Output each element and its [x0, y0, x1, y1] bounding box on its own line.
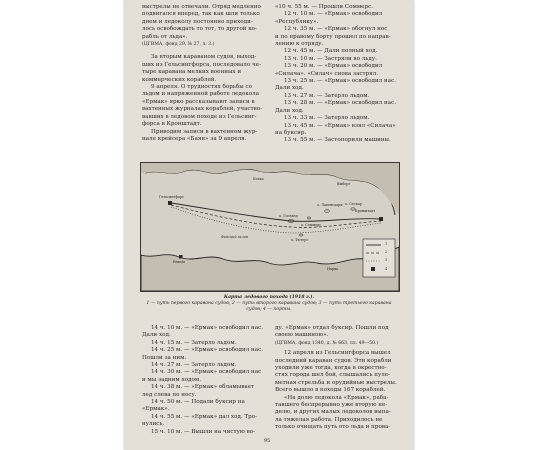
- log-entry: 12 ч. 35 м. — «Ермак» обогнул нос: [284, 26, 388, 33]
- page-number: 95: [264, 438, 271, 444]
- book-page: [124, 0, 414, 450]
- text-line: Всего вышло в походы 167 кораблей.: [275, 387, 386, 394]
- log-entry: на буксир.: [275, 129, 307, 136]
- left-column-top: [142, 4, 264, 143]
- port-gelsingfors: [168, 201, 172, 205]
- log-entry: 14 ч. 55 м. — «Ермак» дал ход. Тро-: [151, 413, 257, 420]
- log-entry: и по правому борту прошел по направ-: [275, 33, 391, 40]
- log-entry: 13 ч. 33 м. — Затерло льдом.: [284, 115, 370, 122]
- text-line: вахтенных журналах кораблей, участво-: [142, 106, 263, 113]
- log-entry: 12 ч. 45 м. — Дали полный ход.: [284, 48, 378, 55]
- text-line: 12 апреля из Гельсингфорса вышел: [284, 350, 391, 357]
- label-revel: Ревель: [173, 260, 186, 264]
- label-gelsingfors: Гельсингфорс: [159, 195, 185, 199]
- text-line: ших из Гельсингфорса, последовало че-: [142, 61, 261, 68]
- text-line: метная стрельба и орудийные выстрелы.: [275, 379, 397, 386]
- label-sommers: о. Соммерс: [301, 223, 322, 227]
- island-sommers: [307, 217, 311, 219]
- log-entry: 14 ч. 10 м. — «Ермак» освободил нас.: [151, 325, 264, 331]
- log-entry: «Республику».: [275, 18, 319, 25]
- text-line: нале крейсера «Баян» за 9 апреля.: [142, 135, 247, 142]
- text-line: делю, и других малых ледоколов выпа-: [275, 409, 391, 416]
- text-line: днем и ледоколу постоянно приходи-: [142, 18, 253, 25]
- log-entry: Дали ход.: [275, 107, 304, 114]
- text-line: вавших в ледовом походе из Гельсинг-: [142, 113, 257, 120]
- log-entry: 13 ч. 27 м. — Затерло льдом.: [284, 92, 370, 99]
- log-entry: лению к отряду.: [275, 41, 324, 48]
- label-narva: Нарва: [327, 267, 339, 271]
- log-entry: «10 ч. 55 м. — Прошли Соммерс.: [275, 4, 373, 10]
- text-line: тыре каравана мелких военных и: [142, 69, 242, 76]
- log-entry: 13 ч. 45 м. — «Ермак» взял «Силача»: [284, 122, 396, 129]
- log-entry: 13 ч. 10 м. — Застряли во льду.: [284, 55, 377, 62]
- port-kronshtadt: [379, 217, 383, 221]
- text-line: последний караван судов. Эти корабли: [275, 357, 392, 364]
- text-line: своею машиною».: [275, 332, 329, 339]
- route-3: [171, 207, 381, 233]
- log-entry: 14 ч. 30 м. — «Ермак» освободил нас: [151, 369, 262, 376]
- citation: (ЦГВМА, фонд 29, № 27, л. 3.): [142, 42, 215, 48]
- log-entry: «Ермак».: [142, 406, 170, 413]
- label-kronshtadt: Кронштадт: [355, 209, 376, 213]
- label-vyborg: Выборг: [337, 182, 351, 186]
- log-entry: Дали ход.: [275, 85, 304, 92]
- log-entry: 13 ч. 20 м. — «Ермак» освободил: [284, 63, 383, 70]
- log-entry: Пошли за ним.: [142, 354, 187, 361]
- text-line: ду. «Ермак» отдал буксир. Пошли под: [275, 325, 389, 331]
- south-land: [141, 247, 399, 291]
- log-entry: 14 ч. 15 м. — Затерло льдом.: [151, 339, 237, 346]
- label-kotka: Котка: [253, 177, 264, 181]
- label-lavensaari: о. Лавенсаари: [317, 203, 343, 207]
- text-line: коммерческих кораблей.: [142, 76, 217, 83]
- right-column-bottom: [275, 325, 397, 432]
- label-tyuters: о. Тютерс: [291, 238, 309, 242]
- island-tyuters: [299, 234, 303, 236]
- text-line: уходили уже тогда, когда в окрестно-: [275, 365, 387, 372]
- text-line: лось освобождать то тот, то другой ко-: [142, 26, 257, 33]
- text-line: За вторым караваном судов, выход-: [151, 54, 257, 61]
- text-line: тавшего беспрерывно уже вторую не-: [275, 402, 388, 409]
- legend-label-4: 4: [385, 267, 388, 271]
- text-line: только очищать путь ото льда и прова-: [275, 424, 391, 431]
- port-revel: [179, 255, 183, 259]
- log-entry: 13 ч. 25 м. — «Ермак» освободил нас.: [284, 78, 397, 85]
- legend-label-1: 1: [385, 242, 388, 246]
- ice-campaign-map: [140, 162, 400, 292]
- log-entry: 14 ч. 38 м. — «Ермак» обламывает: [151, 384, 255, 391]
- log-entry: лед слева по носу.: [142, 391, 197, 398]
- north-land: [141, 163, 399, 215]
- text-line: «На долю ледокола «Ермак», раба-: [284, 394, 389, 401]
- label-sea: Финский залив: [221, 235, 248, 239]
- log-entry: «Силача». «Силач» снова застрял.: [275, 70, 379, 77]
- map-drawing: [141, 163, 399, 291]
- log-entry: 14 ч. 50 м. — Подали буксир на: [151, 399, 245, 406]
- text-line: подвигался вперед, так как шли только: [142, 11, 260, 18]
- log-entry: Дали ход.: [142, 332, 171, 339]
- log-entry: и мы задним ходом.: [142, 376, 201, 383]
- text-line: 9 апреля. О трудностях борьбы со: [151, 84, 252, 91]
- log-entry: 14 ч. 25 м. — «Ермак» освободил нас.: [151, 347, 264, 354]
- right-column-top: [275, 4, 397, 145]
- log-entry: 12 ч. 10 м. — «Ермак» освободил: [284, 11, 383, 18]
- log-entry: нулись.: [142, 421, 165, 428]
- map-caption-title: Карта ледового похода (1918 г.).: [223, 295, 315, 300]
- legend-port-marker: [371, 267, 375, 271]
- text-line: выстрелы не отвечали. Отряд медленно: [142, 4, 261, 10]
- legend-label-3: 3: [385, 258, 388, 262]
- citation: (ЦГВМА, фонд 1340, д. № 663, лл. 49—50.): [275, 340, 379, 346]
- text-line: ла тяжелая работа. Приходилось не: [275, 416, 383, 423]
- text-line: форса в Кронштадт.: [142, 121, 202, 128]
- map-caption: [144, 295, 394, 313]
- legend-label-2: 2: [385, 250, 388, 254]
- text-line: льдом и напряженной работе ледокола: [142, 91, 259, 98]
- text-line: рабль от льда».: [142, 33, 188, 40]
- island-lavensaari: [325, 210, 330, 213]
- label-seskar: о. Сескар: [345, 202, 363, 206]
- text-line: «Ермак» ярко рассказывают записи в: [142, 98, 255, 105]
- log-entry: 13 ч. 28 м. — «Ермак» освободил нас.: [284, 100, 397, 107]
- label-gogland: о. Гогланд: [279, 214, 298, 218]
- log-entry: 13 ч. 55 м. — Застопорили машины.: [284, 137, 391, 144]
- text-line: Приводим записи в вахтенном жур-: [151, 128, 258, 135]
- text-line: стях города шел бой, слышались пуле-: [275, 372, 391, 379]
- map-caption-text: 1 — путь первого каравана судов; 2 — путь второго каравана судов; 3 — путь третьего каравана судов; 4 — порты.: [146, 301, 392, 312]
- log-entry: 15 ч. 10 м. — Вышли на чистую во-: [151, 428, 255, 435]
- left-column-bottom: [142, 325, 264, 436]
- log-entry: 14 ч. 27 м. — Затерло льдом.: [151, 362, 237, 369]
